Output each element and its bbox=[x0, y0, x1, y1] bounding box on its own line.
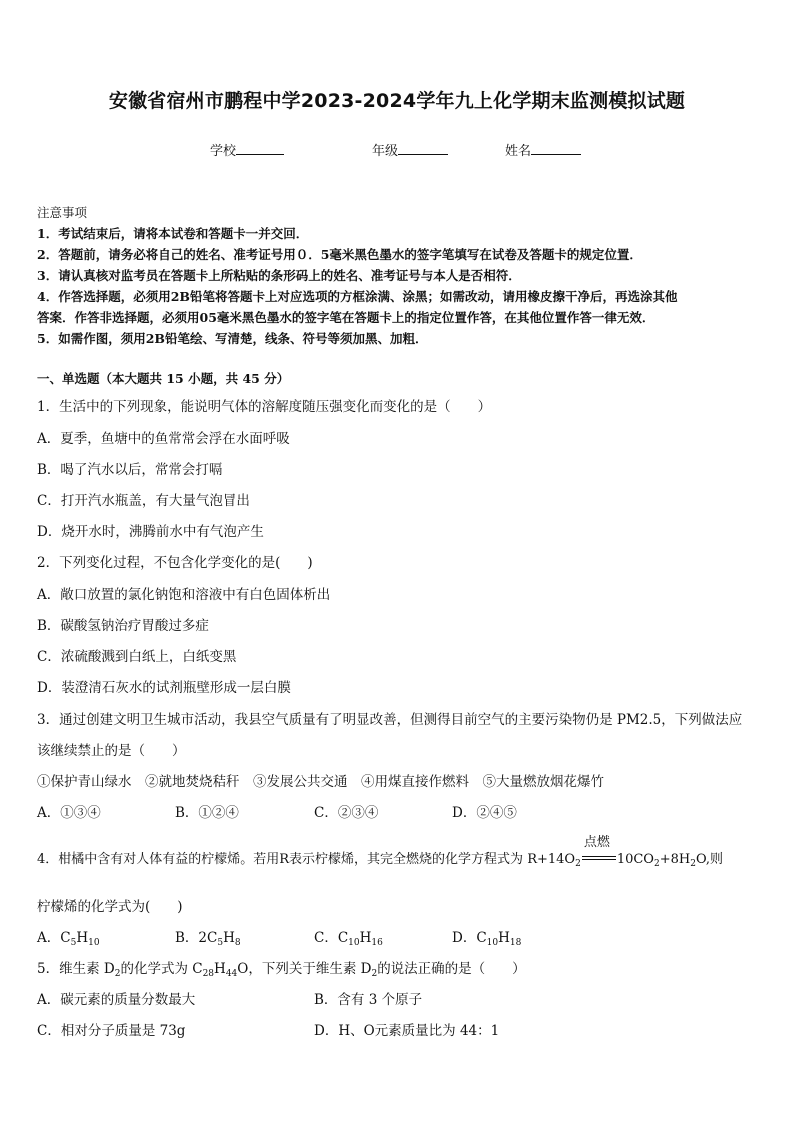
name-blank bbox=[531, 141, 581, 155]
notice-item: 1．考试结束后，请将本试卷和答题卡一并交回． bbox=[37, 226, 309, 241]
notice-item: 答案．作答非选择题，必须用05毫米黑色墨水的签字笔在答题卡上的指定位置作答，在其他位置作答一律无效． bbox=[37, 310, 655, 325]
name-label: 姓名 bbox=[505, 144, 532, 159]
option-c: C．浓硫酸溅到白纸上，白纸变黑 bbox=[37, 649, 237, 665]
option-c: C．相对分子质量是 73g bbox=[37, 1023, 186, 1039]
option-c: C．打开汽水瓶盖，有大量气泡冒出 bbox=[37, 493, 250, 509]
page-title: 安徽省宿州市鹏程中学2023-2024学年九上化学期末监测模拟试题 bbox=[108, 90, 686, 112]
option-a: A．敞口放置的氯化钠饱和溶液中有白色固体析出 bbox=[37, 587, 331, 603]
question-stem bbox=[37, 834, 723, 869]
statement-list: ①保护青山绿水 ②就地焚烧秸秆 ③发展公共交通 ④用煤直接作燃料 ⑤大量燃放烟花爆竹 bbox=[37, 774, 604, 790]
question-stem-cont: 该继续禁止的是（ ） bbox=[37, 743, 186, 759]
option-d: D．②④⑤ bbox=[452, 805, 517, 821]
notice-item: 4．作答选择题，必须用2B铅笔将答题卡上对应选项的方框涂满、涂黑；如需改动，请用橡皮擦干净后，再选涂其他 bbox=[37, 289, 678, 304]
equation-text: +8H bbox=[659, 852, 691, 867]
notice-item: 5．如需作图，须用2B铅笔绘、写清楚，线条、符号等须加黑、加粗． bbox=[37, 331, 428, 346]
subscript: 2 bbox=[575, 859, 581, 869]
grade-field bbox=[372, 140, 448, 159]
subscript: 2 bbox=[653, 859, 660, 869]
notice-item: 3．请认真核对监考员在答题卡上所粘贴的条形码上的姓名、准考证号与本人是否相符． bbox=[37, 268, 521, 283]
subscript: 2 bbox=[690, 859, 696, 869]
option-d: D．$C_{10}H_{18}$ bbox=[452, 930, 522, 948]
question-stem: 2．下列变化过程，不包含化学变化的是( ) bbox=[37, 555, 313, 571]
question-stem-cont: 柠檬烯的化学式为( ) bbox=[37, 899, 183, 915]
equation-text: 4．柑橘中含有对人体有益的柠檬烯。若用R表示柠檬烯，其完全燃烧的化学方程式为 R+14O bbox=[37, 852, 576, 867]
question-stem: 3．通过创建文明卫生城市活动，我县空气质量有了明显改善，但测得目前空气的主要污染物仍是 PM2.5，下列做法应 bbox=[37, 712, 743, 728]
option-b: B．$2C_5H_8$ bbox=[175, 930, 241, 948]
school-blank bbox=[236, 141, 284, 155]
option-a: A．碳元素的质量分数最大 bbox=[37, 992, 196, 1008]
option-d: D．装澄清石灰水的试剂瓶壁形成一层白膜 bbox=[37, 680, 291, 696]
equation-text: 10CO bbox=[616, 852, 654, 867]
option-b: B．①②④ bbox=[175, 805, 239, 821]
equation-bar bbox=[582, 859, 616, 860]
section-heading: 一、单选题（本大题共 15 小题，共 45 分） bbox=[37, 371, 290, 386]
school-label: 学校 bbox=[210, 144, 237, 159]
option-c: C．$C_{10}H_{16}$ bbox=[314, 930, 383, 948]
reaction-condition bbox=[582, 834, 616, 867]
equation-bar bbox=[582, 856, 616, 857]
option-d: D．烧开水时，沸腾前水中有气泡产生 bbox=[37, 524, 264, 540]
option-d: D．H、O元素质量比为 44：1 bbox=[314, 1023, 500, 1039]
option-a: A．①③④ bbox=[37, 805, 101, 821]
notice-item: 2．答题前，请务必将自己的姓名、准考证号用０．5毫米黑色墨水的签字笔填写在试卷及答题卡的规定位置． bbox=[37, 247, 642, 262]
condition-label: 点燃 bbox=[583, 834, 610, 850]
option-b: B．含有 3 个原子 bbox=[314, 992, 423, 1008]
option-c: C．②③④ bbox=[314, 805, 379, 821]
grade-blank bbox=[398, 141, 448, 155]
school-field bbox=[210, 140, 284, 159]
grade-label: 年级 bbox=[372, 144, 399, 159]
name-field bbox=[505, 140, 581, 159]
question-stem: 1．生活中的下列现象，能说明气体的溶解度随压强变化而变化的是（ ） bbox=[37, 399, 492, 415]
equation-text: O,则 bbox=[695, 852, 723, 867]
notice-heading: 注意事项 bbox=[37, 205, 88, 220]
option-a: A．$C_5H_{10}$ bbox=[37, 930, 100, 948]
option-b: B．碳酸氢钠治疗胃酸过多症 bbox=[37, 618, 209, 634]
question-stem: 5．维生素 $D_2$的化学式为 $C_{28}H_{44}O$，下列关于维生素 $D_2$的说法正确的是（ ） bbox=[37, 961, 526, 979]
option-b: B．喝了汽水以后，常常会打嗝 bbox=[37, 462, 223, 478]
option-a: A．夏季，鱼塘中的鱼常常会浮在水面呼吸 bbox=[37, 431, 290, 447]
